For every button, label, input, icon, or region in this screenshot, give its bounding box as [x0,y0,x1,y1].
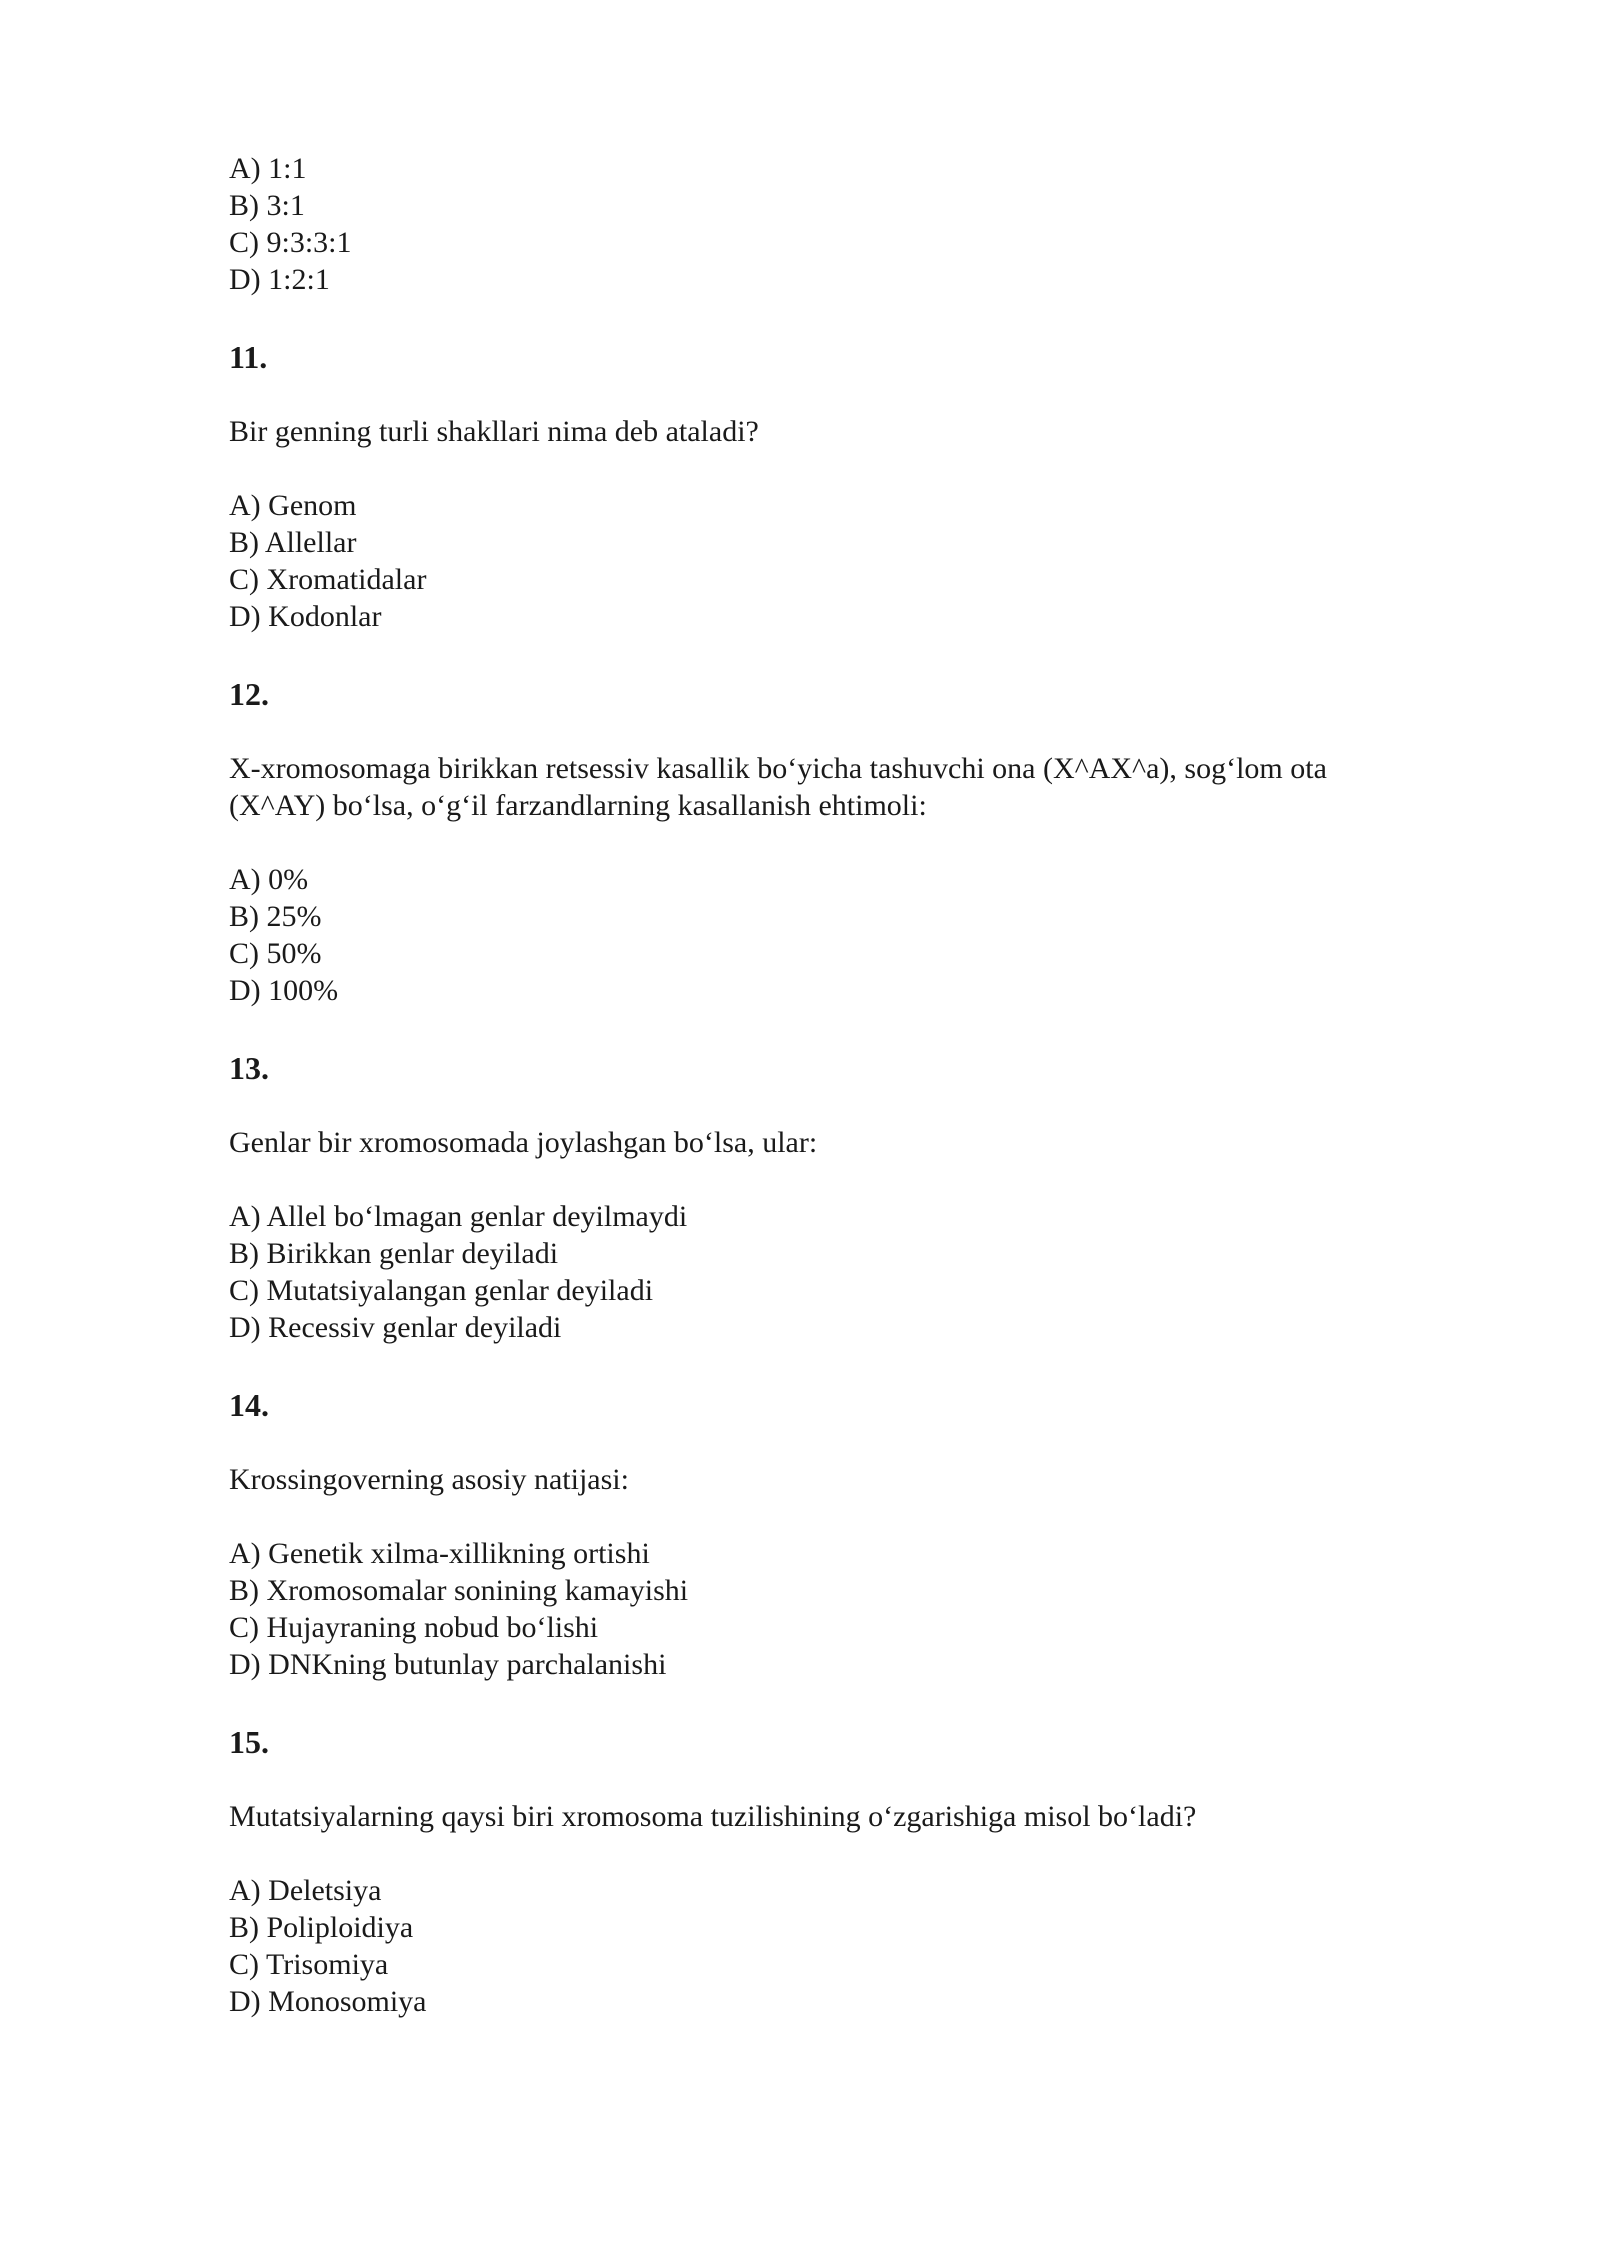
question-text: Bir genning turli shakllari nima deb ataladi? [229,415,759,448]
option: C) Xromatidalar [229,563,427,596]
option: B) 25% [229,900,322,933]
continued-options [229,150,1429,298]
option: D) Monosomiya [229,1985,427,2018]
option: C) Trisomiya [229,1948,389,1981]
option: D) DNKning butunlay parchalanishi [229,1648,667,1681]
option: C) Hujayraning nobud bo‘lishi [229,1611,599,1644]
option: C) Mutatsiyalangan genlar deyiladi [229,1274,654,1307]
option: C) 9:3:3:1 [229,226,352,259]
option: C) 50% [229,937,322,970]
question-14 [229,1385,1429,1683]
option: D) 1:2:1 [229,263,330,296]
question-text: X-xromosomaga birikkan retsessiv kasallik bo‘yicha tashuvchi ona (X^AX^a), sog‘lom ota (X^AY) bo‘lsa, o‘g‘il farzandlarning kasallanish ehtimoli: [229,752,1327,822]
option: B) Xromosomalar sonining kamayishi [229,1574,689,1607]
question-15 [229,1722,1429,2020]
option: A) Deletsiya [229,1874,382,1907]
option: A) Genom [229,489,357,522]
question-text: Genlar bir xromosomada joylashgan bo‘lsa, ular: [229,1126,818,1159]
option: B) Birikkan genlar deyiladi [229,1237,559,1270]
option: B) Allellar [229,526,357,559]
question-number: 11. [229,339,268,375]
option: A) 0% [229,863,309,896]
question-text: Mutatsiyalarning qaysi biri xromosoma tuzilishining o‘zgarishiga misol bo‘ladi? [229,1800,1197,1833]
question-13 [229,1048,1429,1346]
option: D) Kodonlar [229,600,382,633]
question-number: 15. [229,1724,269,1760]
option: B) 3:1 [229,189,305,222]
option: A) Genetik xilma-xillikning ortishi [229,1537,650,1570]
question-number: 14. [229,1387,269,1423]
option: D) Recessiv genlar deyiladi [229,1311,562,1344]
question-number: 13. [229,1050,269,1086]
option: A) 1:1 [229,152,307,185]
question-number: 12. [229,676,269,712]
option: B) Poliploidiya [229,1911,414,1944]
option: D) 100% [229,974,339,1007]
question-text: Krossingoverning asosiy natijasi: [229,1463,629,1496]
document-page [229,150,1429,2020]
option: A) Allel bo‘lmagan genlar deyilmaydi [229,1200,688,1233]
question-12 [229,674,1429,1009]
question-11 [229,337,1429,635]
